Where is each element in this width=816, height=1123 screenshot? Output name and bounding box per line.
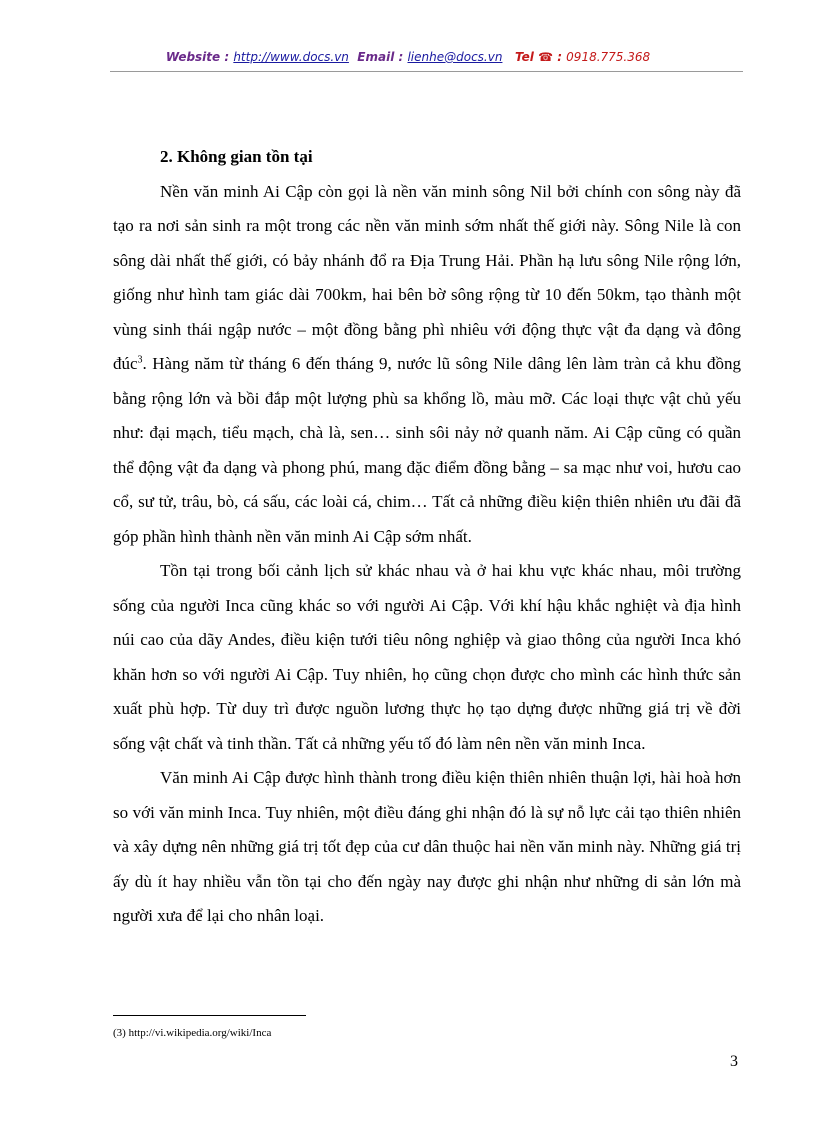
section-heading: 2. Không gian tồn tại xyxy=(160,147,313,166)
paragraph-2: Tồn tại trong bối cảnh lịch sử khác nhau và ở hai khu vực khác nhau, môi trường sống của người Inca cũng khác so với người Ai Cập. Với khí hậu khắc nghiệt và địa hình núi cao của dãy Andes, điều kiện tưới tiêu nông nghiệp và giao thông của người Inca khó khăn hơn so với người Ai Cập. Tuy nhiên, họ cũng chọn được cho mình các hình thức sản xuất phù hợp. Từ duy trì được nguồn lương thực họ tạo dựng được những giá trị về đời sống vật chất và tinh thần. Tất cả những yếu tố đó làm nên nền văn minh Inca. xyxy=(113,561,741,753)
paragraph-1-text-after: . Hàng năm từ tháng 6 đến tháng 9, nước lũ sông Nile dâng lên làm tràn cả khu đồng bằng rộng lớn và bồi đắp một lượng phù sa khổng lồ, màu mỡ. Các loại thực vật chủ yếu như: đại mạch, tiểu mạch, chà là, sen… sinh sôi nảy nở quanh năm. Ai Cập cũng có quần thể động vật đa dạng và phong phú, mang đặc điểm đồng bằng – sa mạc như voi, hươu cao cổ, sư tử, trâu, bò, cá sấu, các loài cá, chim… Tất cả những điều kiện thiên nhiên ưu đãi đã góp phần hình thành nền văn minh Ai Cập sớm nhất. xyxy=(113,354,741,546)
email-link[interactable]: lienhe@docs.vn xyxy=(407,50,503,64)
footnote: (3) http://vi.wikipedia.org/wiki/Inca xyxy=(113,1027,272,1039)
page-number: 3 xyxy=(730,1053,738,1070)
paragraph-1 xyxy=(113,175,741,555)
page-header xyxy=(0,50,816,64)
paragraph-3: Văn minh Ai Cập được hình thành trong điều kiện thiên nhiên thuận lợi, hài hoà hơn so với văn minh Inca. Tuy nhiên, một điều đáng ghi nhận đó là sự nỗ lực cải tạo thiên nhiên và xây dựng nên những giá trị tốt đẹp của cư dân thuộc hai nền văn minh này. Những giá trị ấy dù ít hay nhiều vẫn tồn tại cho đến ngày nay được ghi nhận như những di sản lớn mà người xưa để lại cho nhân loại. xyxy=(113,768,741,925)
tel-label: Tel ☎ : xyxy=(515,50,567,64)
header-divider xyxy=(110,71,743,72)
footnote-reference[interactable]: 3 xyxy=(137,354,143,366)
footnote-divider xyxy=(113,1015,306,1016)
page-body xyxy=(113,140,741,934)
email-label: Email : xyxy=(357,50,408,64)
website-link[interactable]: http://www.docs.vn xyxy=(233,50,349,64)
website-label: Website : xyxy=(165,50,234,64)
phone-number: 0918.775.368 xyxy=(566,50,651,64)
paragraph-1-text: Nền văn minh Ai Cập còn gọi là nền văn minh sông Nil bởi chính con sông này đã tạo ra nơi sản sinh ra một trong các nền văn minh sớm nhất thế giới này. Sông Nile là con sông dài nhất thế giới, có bảy nhánh đổ ra Địa Trung Hải. Phần hạ lưu sông Nile rộng lớn, giống như hình tam giác dài 700km, hai bên bờ sông rộng từ 10 đến 50km, tạo thành một vùng sinh thái ngập nước – một đồng bằng phì nhiêu với động thực vật đa dạng và đông đúc xyxy=(113,181,741,373)
